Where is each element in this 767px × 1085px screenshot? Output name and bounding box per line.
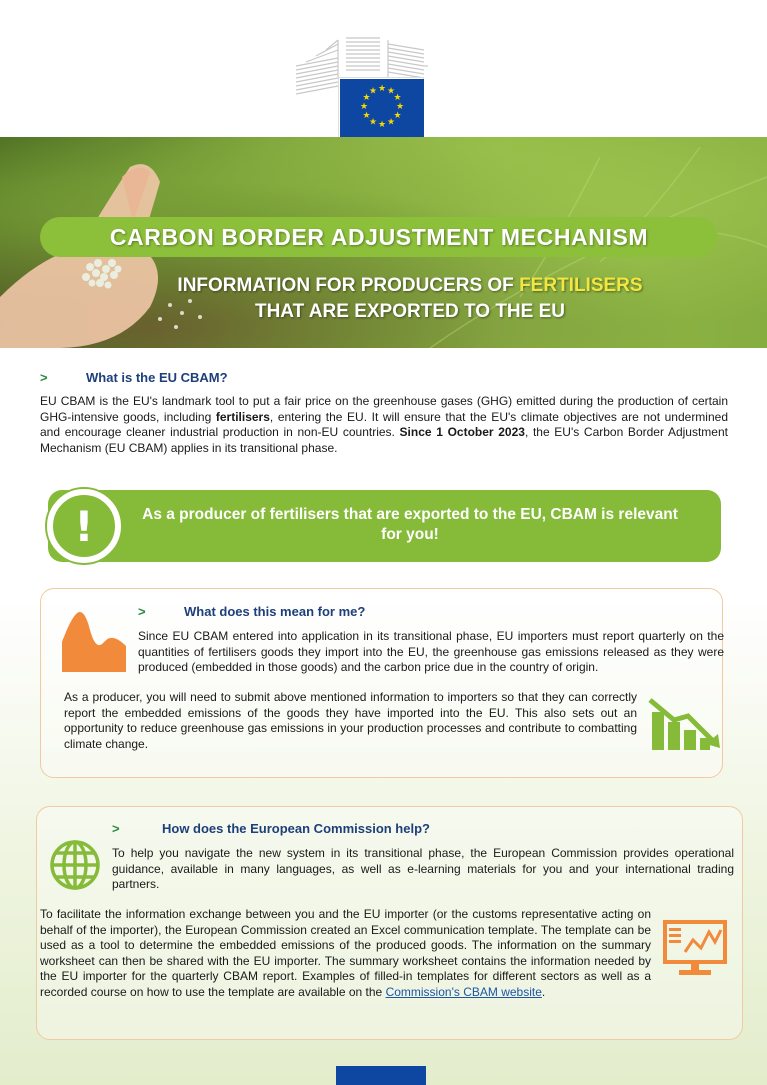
monitor-chart-icon (663, 920, 727, 980)
svg-text:★: ★ (362, 111, 371, 121)
bottom-logo-bar (336, 1066, 426, 1085)
exclamation-glyph: ! (74, 501, 94, 551)
cbam-website-link[interactable]: Commission's CBAM website (385, 984, 542, 999)
section-what-is-cbam-text (40, 394, 728, 456)
section-what-is-cbam-heading (40, 370, 228, 385)
text-run: , entering the EU. It will ensure that the EU's climate objectives are not undermined and encourage cleaner industrial production in non-EU countries. (40, 409, 728, 439)
section-commission-help-text-2 (40, 907, 651, 1000)
subtitle-part-1: INFORMATION FOR PRODUCERS OF (177, 275, 520, 296)
text-run: EU CBAM is the EU's landmark tool to put a fair price on the greenhouse gases (GHG) emitted during the production of certain GHG-intensive goods, including (40, 394, 728, 424)
section-what-does-this-mean-text-2: As a producer, you will need to submit above mentioned information to importers so that they can correctly report the embedded emissions of the goods they have imported into the EU. This also sets out an opportunity to reduce greenhouse gas emissions in your production processes and contribute to combatting climate change. (64, 690, 637, 751)
text-run: , the EU's Carbon Border Adjustment Mechanism (EU CBAM) applies in its transitional phase. (40, 425, 728, 455)
section-what-does-this-mean-text-1: Since EU CBAM entered into application in its transitional phase, EU importers must report quarterly on the quantities of fertilisers goods they import into the EU, the greenhouse gas emissions released as they were produced (embedded in those goods) and the carbon price due in the country of origin. (138, 629, 724, 674)
section-heading-text: How does the European Commission help? (162, 821, 430, 836)
svg-text:★: ★ (362, 93, 371, 103)
title-pill (40, 217, 718, 257)
svg-text:★: ★ (377, 84, 387, 94)
text-run: To facilitate the information exchange between you and the EU importer (or the customs representative acting on behalf of the importer), the European Commission created an Excel communication template. The template can be used as a tool to determine the embedded emissions of the produced goods. The information on the summary worksheet can then be shared with the EU importer. The summary worksheet contains the information needed by the EU importer for the quarterly CBAM report. Examples of filled-in templates for different sectors as well as a recorded course on how to use the template are available on the (40, 907, 651, 999)
section-heading-text: What does this mean for me? (184, 604, 366, 619)
section-what-does-this-mean-heading (138, 604, 365, 619)
svg-text:★: ★ (377, 120, 387, 130)
bold-fertilisers: fertilisers (215, 409, 270, 424)
svg-text:★: ★ (386, 86, 396, 97)
svg-text:★: ★ (393, 111, 402, 121)
chevron-right-icon: > (138, 604, 146, 619)
page-title: CARBON BORDER ADJUSTMENT MECHANISM (109, 223, 649, 250)
section-commission-help-heading (112, 821, 430, 836)
relevant-callout-text: As a producer of fertilisers that are exported to the EU, CBAM is relevant for you! (142, 506, 678, 543)
svg-text:★: ★ (395, 102, 405, 112)
emissions-chart-icon (60, 602, 128, 674)
bold-date: Since 1 October 2023 (399, 425, 525, 439)
svg-text:★: ★ (368, 86, 378, 97)
svg-text:★: ★ (359, 102, 369, 112)
section-heading-text: What is the EU CBAM? (86, 370, 228, 385)
section-commission-help-text-1: To help you navigate the new system in its transitional phase, the European Commission provides operational guidance, available in many languages, as well as e-learning materials for you and your international trading partners. (112, 846, 734, 891)
subtitle-highlight: FERTILISERS (519, 275, 643, 296)
text-run: . (541, 984, 546, 999)
svg-text:★: ★ (368, 117, 378, 128)
eu-flag-icon (340, 79, 424, 137)
hero-banner (0, 137, 767, 348)
page-subtitle (80, 273, 740, 325)
decreasing-bar-chart-icon (648, 694, 726, 752)
globe-icon (48, 838, 102, 892)
chevron-right-icon: > (40, 370, 48, 385)
svg-text:★: ★ (386, 117, 396, 128)
exclamation-icon (47, 489, 121, 563)
chevron-right-icon: > (112, 821, 120, 836)
subtitle-line-2: THAT ARE EXPORTED TO THE EU (254, 301, 565, 322)
svg-text:★: ★ (393, 93, 402, 103)
